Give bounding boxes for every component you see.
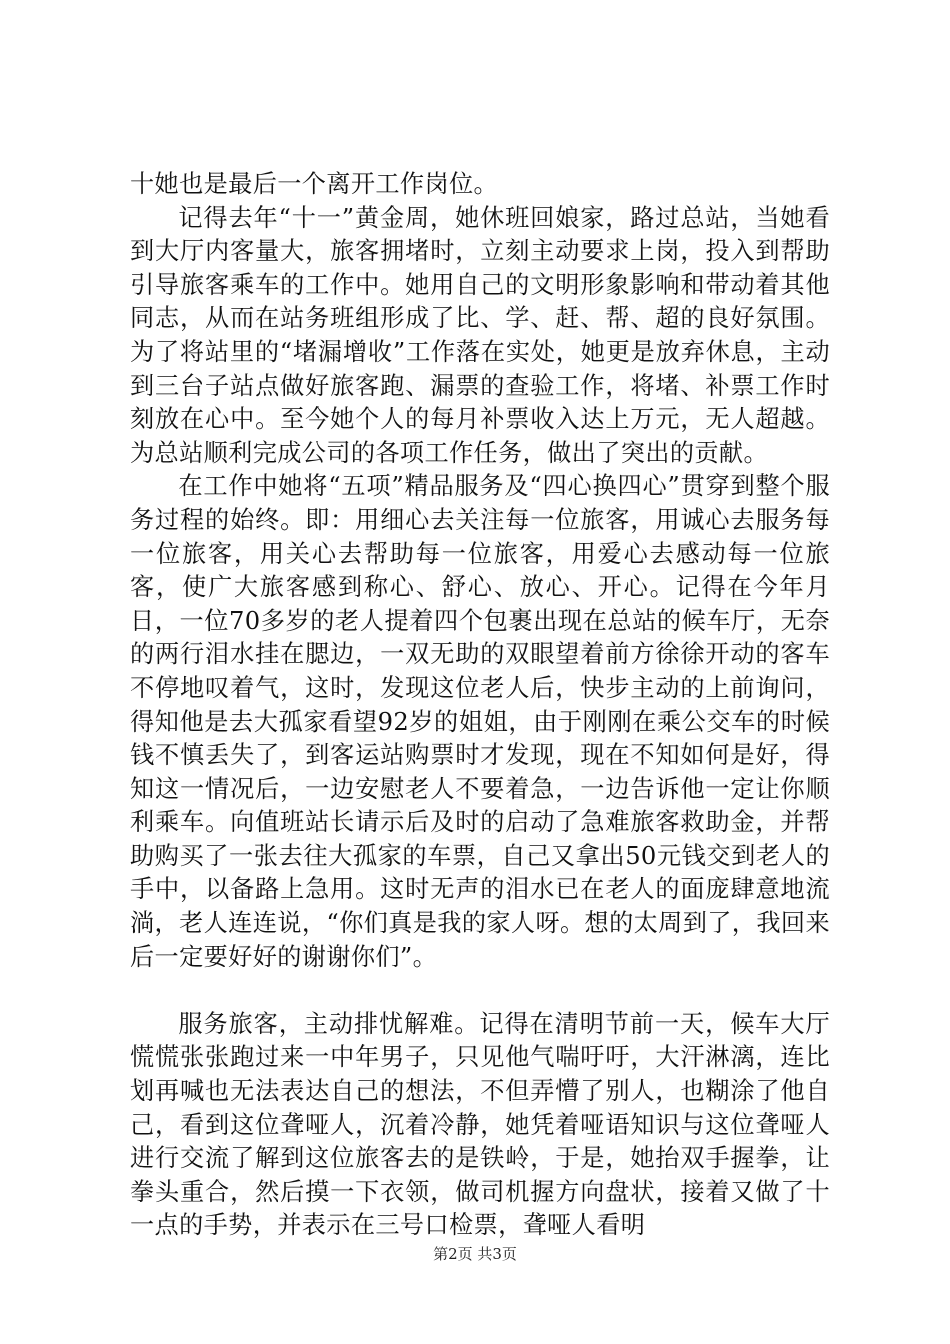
paragraph-deaf-passenger: 服务旅客，主动排忧解难。记得在清明节前一天，候车大厅慌慌张张跑过来一中年男子，只见他气喘吁吁，大汗淋漓，连比划再喊也无法表达自己的想法，不但弄懵了别人，也糊涂了他自己，看到这位聋哑人，沉着冷静，她凭着哑语知识与这位聋哑人进行交流了解到这位旅客去的是铁岭，于是，她抬双手握拳，让拳头重合，然后摸一下衣领，做司机握方向盘状，接着又做了十一点的手势，并表示在三号口检票，聋哑人看明	[130, 1009, 830, 1240]
paragraph-five-services: 在工作中她将“五项”精品服务及“四心换四心”贯穿到整个服务过程的始终。即：用细心去关注每一位旅客，用诚心去服务每一位旅客，用关心去帮助每一位旅客，用爱心去感动每一位旅客，使广大旅客感到称心、舒心、放心、开心。记得在今年月日，一位70多岁的老人提着四个包裹出现在总站的候车厅，无奈的两行泪水挂在腮边，一双无助的双眼望着前方徐徐开动的客车不停地叹着气，这时，发现这位老人后，快步主动的上前询问，得知他是去大孤家看望92岁的姐姐，由于刚刚在乘公交车的时候钱不慎丢失了，到客运站购票时才发现，现在不知如何是好，得知这一情况后，一边安慰老人不要着急，一边告诉他一定让你顺利乘车。向值班站长请示后及时的启动了急难旅客救助金，并帮助购买了一张去往大孤家的车票，自己又拿出50元钱交到老人的手中，以备路上急用。这时无声的泪水已在老人的面庞肆意地流淌，老人连连说，“你们真是我的家人呀。想的太周到了，我回来后一定要好好的谢谢你们”。	[130, 472, 830, 971]
page-number-footer: 第2页 共3页	[433, 1245, 517, 1263]
paragraph-continuation: 十她也是最后一个离开工作岗位。	[130, 170, 499, 198]
paragraph-golden-week: 记得去年“十一”黄金周，她休班回娘家，路过总站，当她看到大厅内客量大，旅客拥堵时，立刻主动要求上岗，投入到帮助引导旅客乘车的工作中。她用自己的文明形象影响和带动着其他同志，从而在站务班组形成了比、学、赶、帮、超的良好氛围。为了将站里的“堵漏增收”工作落在实处，她更是放弃休息，主动到三台子站点做好旅客跑、漏票的查验工作，将堵、补票工作时刻放在心中。至今她个人的每月补票收入达上万元，无人超越。为总站顺利完成公司的各项工作任务，做出了突出的贡献。	[130, 203, 830, 467]
paragraph-spacer	[130, 974, 830, 1008]
document-body	[130, 168, 830, 1243]
